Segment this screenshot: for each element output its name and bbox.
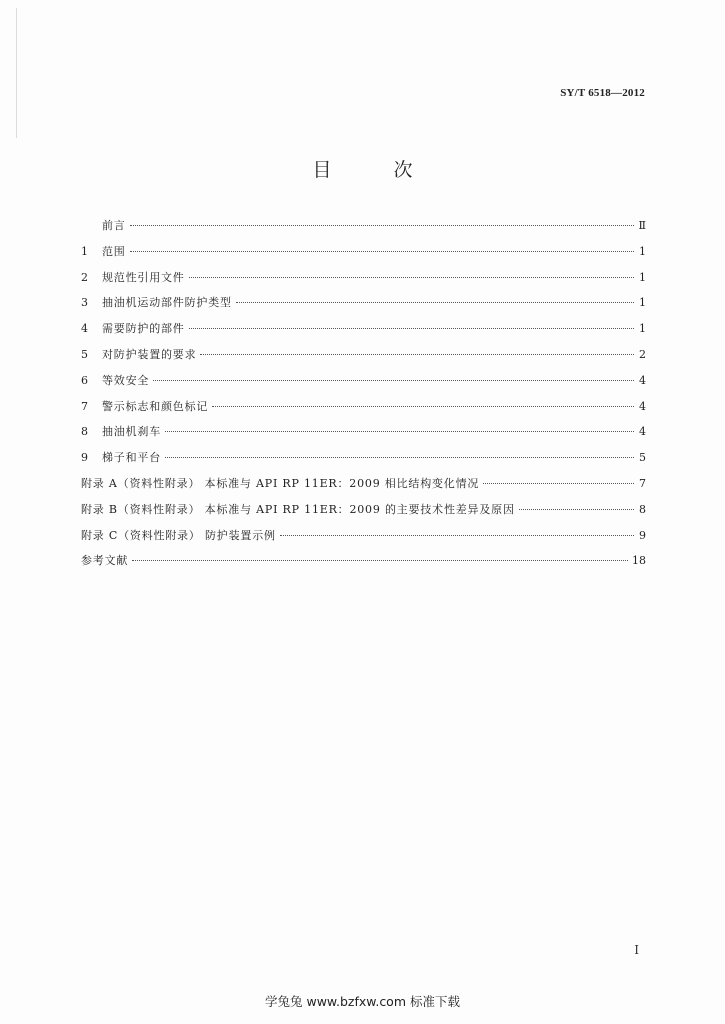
toc-entry-page: 18 <box>632 554 646 568</box>
toc-entry-page: 5 <box>639 451 646 465</box>
toc-entry[interactable] <box>81 423 646 449</box>
toc-entry-label: 附录 A（资料性附录） 本标准与 API RP 11ER：2009 相比结构变化情况 <box>81 476 480 490</box>
toc-entry-number: 6 <box>81 373 88 387</box>
toc-entry[interactable] <box>81 320 646 346</box>
toc-leader-dots <box>153 380 634 381</box>
toc-entry-page: 1 <box>639 244 646 258</box>
toc-entry-number: 3 <box>81 296 88 310</box>
toc-entry[interactable] <box>81 269 646 295</box>
toc-leader-dots <box>130 225 634 226</box>
toc-leader-dots <box>483 483 634 484</box>
toc-entry-label: 规范性引用文件 <box>102 270 185 284</box>
toc-entry-page: 1 <box>639 322 646 336</box>
toc-leader-dots <box>130 251 634 252</box>
toc-entry-label: 附录 B（资料性附录） 本标准与 API RP 11ER：2009 的主要技术性差异及原因 <box>81 502 515 516</box>
toc-entry-page: Ⅱ <box>638 219 646 232</box>
toc-entry[interactable] <box>81 475 646 501</box>
watermark-text: 学兔兔 www.bzfxw.com 标准下载 <box>265 994 460 1009</box>
toc-entry[interactable] <box>81 501 646 527</box>
toc-entry-label: 抽油机刹车 <box>102 425 161 439</box>
toc-entry-number: 8 <box>81 425 88 439</box>
scan-edge-line <box>16 8 17 138</box>
toc-entry-page: 4 <box>639 425 646 439</box>
toc-entry-label: 抽油机运动部件防护类型 <box>102 296 232 310</box>
toc-entry[interactable] <box>81 398 646 424</box>
table-of-contents <box>81 217 646 578</box>
toc-entry-label: 前言 <box>102 219 126 232</box>
toc-entry-number: 5 <box>81 347 88 361</box>
toc-entry-label: 梯子和平台 <box>102 451 161 465</box>
toc-leader-dots <box>200 354 634 355</box>
toc-leader-dots <box>236 302 634 303</box>
toc-entry-label: 等效安全 <box>102 373 150 387</box>
toc-entry-label: 附录 C（资料性附录） 防护装置示例 <box>81 528 276 542</box>
toc-leader-dots <box>165 457 634 458</box>
toc-entry-label: 范围 <box>102 244 126 258</box>
toc-entry-page: 2 <box>639 347 646 361</box>
toc-entry[interactable] <box>81 552 646 578</box>
page-folio: Ⅰ <box>634 943 639 957</box>
toc-entry[interactable] <box>81 217 646 243</box>
toc-entry-page: 7 <box>639 476 646 490</box>
toc-leader-dots <box>280 535 634 536</box>
toc-entry[interactable] <box>81 527 646 553</box>
toc-entry-page: 1 <box>639 270 646 284</box>
toc-entry-page: 4 <box>639 399 646 413</box>
toc-entry[interactable] <box>81 346 646 372</box>
toc-leader-dots <box>189 328 634 329</box>
toc-entry-label: 警示标志和颜色标记 <box>102 399 209 413</box>
toc-entry[interactable] <box>81 294 646 320</box>
toc-entry[interactable] <box>81 372 646 398</box>
toc-leader-dots <box>165 431 634 432</box>
toc-entry-page: 4 <box>639 373 646 387</box>
toc-entry-number: 2 <box>81 270 88 284</box>
toc-entry-label: 需要防护的部件 <box>102 322 185 336</box>
toc-title: 目 次 <box>312 159 441 181</box>
toc-entry-number: 1 <box>81 244 88 258</box>
toc-entry-label: 对防护装置的要求 <box>102 347 197 361</box>
toc-entry-number: 7 <box>81 399 88 413</box>
document-code: SY/T 6518—2012 <box>560 87 645 99</box>
toc-leader-dots <box>132 560 628 561</box>
toc-entry[interactable] <box>81 243 646 269</box>
toc-entry-number: 9 <box>81 451 88 465</box>
toc-leader-dots <box>519 509 634 510</box>
toc-leader-dots <box>212 406 634 407</box>
toc-leader-dots <box>189 277 634 278</box>
toc-entry-page: 1 <box>639 296 646 310</box>
toc-entry[interactable] <box>81 449 646 475</box>
toc-entry-number: 4 <box>81 322 88 336</box>
toc-entry-page: 9 <box>639 528 646 542</box>
toc-entry-page: 8 <box>639 502 646 516</box>
toc-entry-label: 参考文献 <box>81 554 129 568</box>
